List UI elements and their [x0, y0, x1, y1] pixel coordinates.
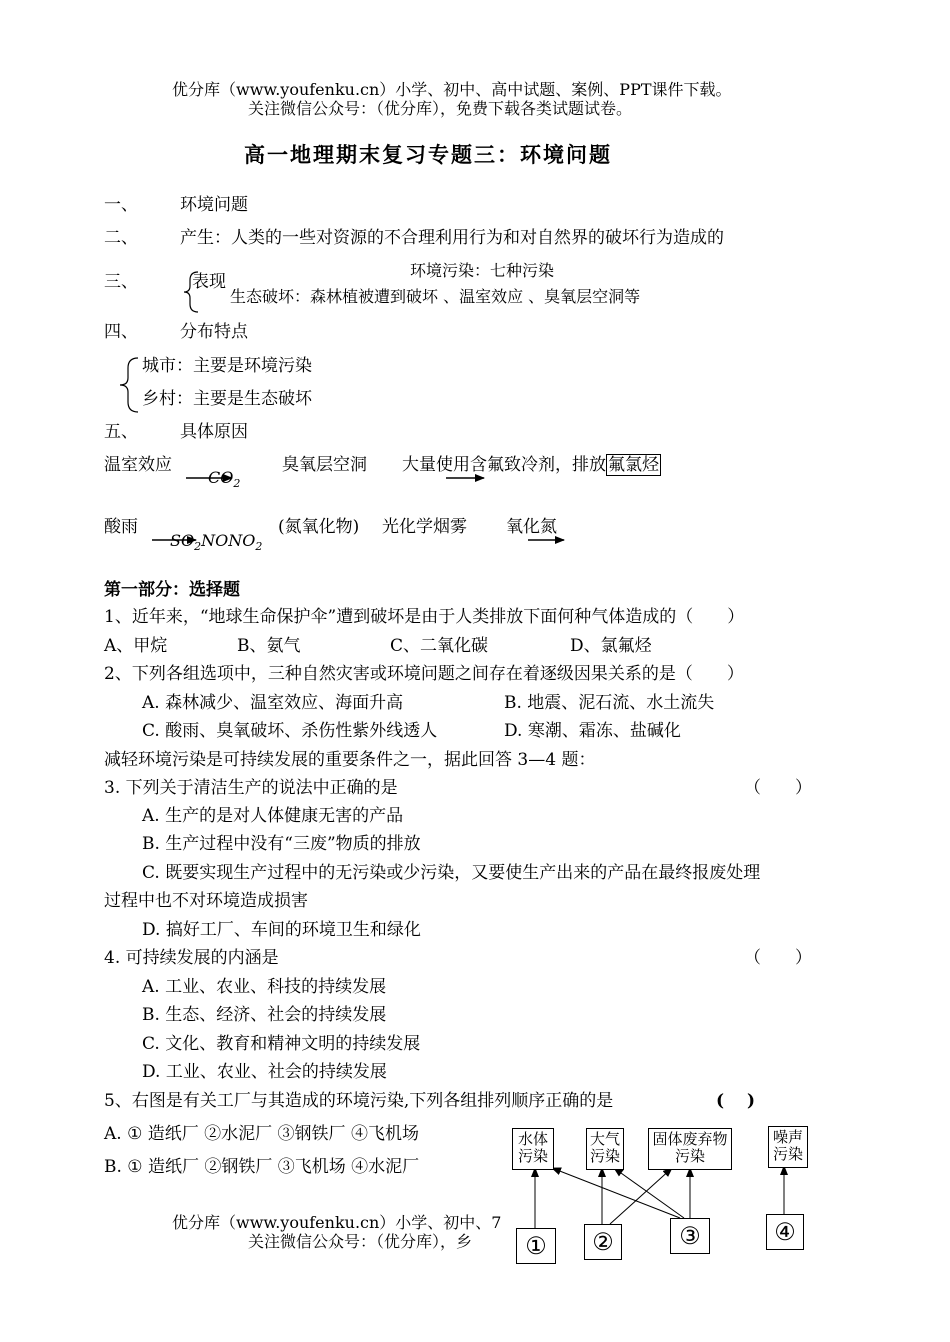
manifest-brace [184, 272, 198, 312]
q4-stem: 4. 可持续发展的内涵是 [104, 948, 279, 968]
noise-pollution-box: 噪声 污染 [768, 1126, 808, 1168]
q4-option-b: B. 生态、经济、社会的持续发展 [142, 1005, 387, 1025]
q5-stem: 5、右图是有关工厂与其造成的环境污染,下列各组排列顺序正确的是 [104, 1091, 614, 1111]
cause-nox: (氮氧化物) [278, 517, 360, 537]
q5-option-b: B. ① 造纸厂 ②钢铁厂 ③飞机场 ④水泥厂 [104, 1157, 420, 1177]
q1-option-a: A、甲烷 [104, 636, 168, 656]
distribution-city: 城市：主要是环境污染 [142, 356, 312, 376]
footer-line-1: 优分库（www.youfenku.cn）小学、初中、7 [172, 1213, 502, 1232]
formula-co2: $CO_2$ [208, 468, 241, 490]
q3-option-c-line1: C. 既要实现生产过程中的无污染或少污染，又要使生产出来的产品在最终报废处理 [142, 863, 761, 883]
cause-nitrogen-oxide: 氧化氮 [506, 517, 557, 537]
outline-text-1: 环境问题 [180, 195, 248, 215]
q3-stem: 3. 下列关于清洁生产的说法中正确的是 [104, 778, 398, 798]
q1-option-d: D、氯氟烃 [570, 636, 652, 656]
page-title: 高一地理期末复习专题三：环境问题 [244, 142, 612, 167]
solid-waste-pollution-box: 固体废弃物 污染 [648, 1128, 732, 1170]
q3-answer-paren: （ ） [744, 778, 812, 798]
outline-text-4: 分布特点 [180, 322, 248, 342]
arrow-3-water [552, 1168, 680, 1218]
cause-ozone: 臭氧层空洞 [282, 455, 367, 475]
distribution-village: 乡村：主要是生态破坏 [142, 389, 312, 409]
arrow-2-solid [610, 1168, 672, 1224]
q1-stem: 1、近年来，“地球生命保护伞”遭到破坏是由于人类排放下面何种气体造成的（ ） [104, 607, 745, 627]
outline-text-3: 表现 [192, 272, 226, 292]
source-box-2: ② [584, 1224, 622, 1260]
q2-stem: 2、下列各组选项中，三种自然灾害或环境问题之间存在着逐级因果关系的是（ ） [104, 664, 744, 684]
cfc-boxed: 氟氯烃 [608, 455, 659, 475]
source-box-4: ④ [766, 1214, 804, 1250]
header-line-1: 优分库（www.youfenku.cn）小学、初中、高中试题、案例、PPT课件下载。 [172, 80, 732, 99]
part1-heading: 第一部分：选择题 [104, 580, 240, 600]
source-box-3: ③ [670, 1218, 710, 1254]
outline-text-5: 具体原因 [180, 422, 248, 442]
q3-option-c-line2: 过程中也不对环境造成损害 [104, 891, 308, 911]
q5-answer-paren: ( ) [716, 1091, 756, 1111]
manifest-pollution: 环境污染：七种污染 [410, 261, 555, 280]
air-pollution-box: 大气 污染 [586, 1128, 624, 1170]
q4-option-a: A. 工业、农业、科技的持续发展 [142, 977, 387, 997]
outline-text-2: 产生：人类的一些对资源的不合理利用行为和对自然界的破坏行为造成的 [180, 228, 724, 248]
cause-acid-rain: 酸雨 [104, 517, 138, 537]
cause-ozone-detail: 大量使用含氟致冷剂，排放 氟氯烃 [402, 455, 659, 475]
q3-option-d: D. 搞好工厂、车间的环境卫生和绿化 [142, 920, 421, 940]
outline-num-3: 三、 [104, 272, 138, 292]
q2-option-c: C. 酸雨、臭氧破坏、杀伤性紫外线透人 [142, 721, 438, 741]
cause-smog: 光化学烟雾 [382, 517, 467, 537]
q2-option-d: D. 寒潮、霜冻、盐碱化 [504, 721, 681, 741]
source-box-1: ① [516, 1228, 556, 1264]
outline-num-4: 四、 [104, 322, 138, 342]
q2-option-a: A. 森林减少、温室效应、海面升高 [142, 693, 404, 713]
footer-line-2: 关注微信公众号：（优分库），乡 [248, 1232, 473, 1251]
manifest-damage: 生态破坏：森林植被遭到破坏 、温室效应 、臭氧层空洞等 [230, 287, 641, 306]
formula-so2-no2: $SO_2NONO_2$ [170, 531, 263, 553]
outline-num-1: 一、 [104, 195, 138, 215]
q2-option-b: B. 地震、泥石流、水土流失 [504, 693, 715, 713]
q4-option-c: C. 文化、教育和精神文明的持续发展 [142, 1034, 421, 1054]
q34-intro: 减轻环境污染是可持续发展的重要条件之一，据此回答 3—4 题： [104, 750, 596, 770]
outline-num-5: 五、 [104, 422, 138, 442]
q4-answer-paren: （ ） [744, 948, 812, 968]
q1-option-c: C、二氧化碳 [390, 636, 489, 656]
q1-option-b: B、氨气 [237, 636, 301, 656]
q3-option-a: A. 生产的是对人体健康无害的产品 [142, 806, 404, 826]
q3-option-b: B. 生产过程中没有“三废”物质的排放 [142, 834, 421, 854]
cause-greenhouse: 温室效应 [104, 455, 172, 475]
outline-num-2: 二、 [104, 228, 138, 248]
header-line-2: 关注微信公众号：（优分库），免费下载各类试题试卷。 [248, 99, 633, 118]
water-pollution-box: 水体 污染 [512, 1128, 554, 1170]
q4-option-d: D. 工业、农业、社会的持续发展 [142, 1062, 387, 1082]
q5-option-a: A. ① 造纸厂 ②水泥厂 ③钢铁厂 ④飞机场 [104, 1124, 419, 1144]
distribution-brace [120, 358, 138, 412]
